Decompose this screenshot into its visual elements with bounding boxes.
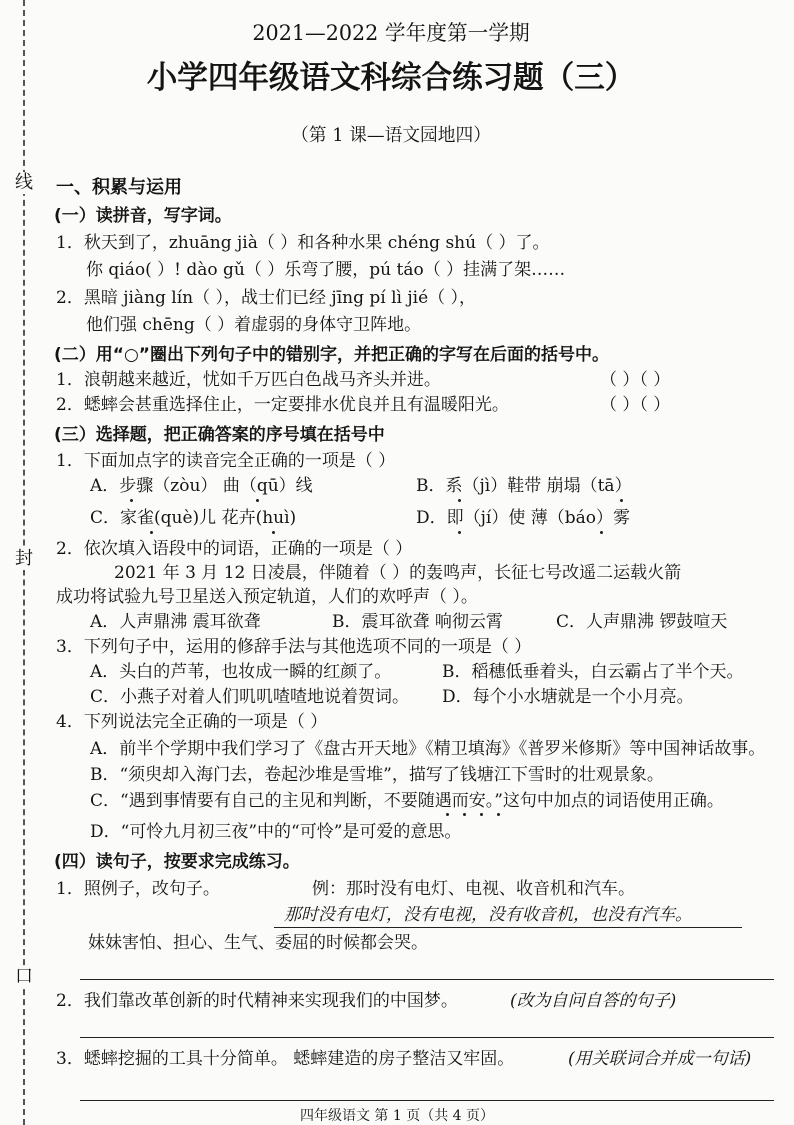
sub3-q3-option-b: B．稻穗低垂着头，白云霸占了半个天。 <box>442 662 744 682</box>
sub1-q2-line2: 他们强 chēng（ ）着虚弱的身体守卫阵地。 <box>86 315 422 335</box>
emphasis-dot <box>150 531 153 534</box>
lesson-subtitle: （第 1 课—语文园地四） <box>291 125 491 146</box>
sub1-q1-line2: 你 qiáo( ）! dào gǔ（ ）乐弯了腰，pú táo（ ）挂满了架…… <box>86 260 566 280</box>
answer-line-2[interactable] <box>80 1037 774 1038</box>
sub4-q3-instruction: (用关联词合并成一句话) <box>568 1049 752 1069</box>
sub3-q2-option-b: B．震耳欲聋 响彻云霄 <box>332 612 503 632</box>
sub1-q2-line1: 2．黑暗 jiàng lín（ ），战士们已经 jīng pí lì jié（ ）， <box>56 288 477 308</box>
sub3-q3-option-d: D．每个小水塘就是一个小月亮。 <box>442 687 694 707</box>
sub3-q1-stem: 1．下面加点字的读音完全正确的一项是（ ） <box>56 451 396 471</box>
sub3-q1-option-d: D．即（jí）使 薄（báo）雾 <box>416 508 630 528</box>
sub4-q2-instruction: (改为自问自答的句子) <box>510 991 677 1011</box>
part-one-heading: 一、积累与运用 <box>56 177 182 198</box>
margin-label-line: 线 <box>10 172 38 194</box>
emphasis-dot <box>256 499 259 502</box>
page-title: 小学四年级语文科综合练习题（三） <box>146 60 636 96</box>
sub4-q1-example-answer: 那时没有电灯，没有电视，没有收音机，也没有汽车。 <box>284 905 692 925</box>
emphasis-dot <box>130 499 133 502</box>
emphasis-dot <box>497 813 500 816</box>
sub2-q1: 1．浪朝越来越近，忧如千万匹白色战马齐头并进。 <box>56 370 441 390</box>
sub3-q3-option-a: A．头白的芦苇，也妆成一瞬的红颜了。 <box>90 662 392 682</box>
sub4-q3: 3．蟋蟀挖掘的工具十分简单。 蟋蟀建造的房子整洁又牢固。 <box>56 1049 515 1069</box>
sub2-q1-brackets[interactable]: （ ）（ ） <box>600 370 671 390</box>
sub4-q1-example: 例：那时没有电灯、电视、收音机和汽车。 <box>312 879 635 899</box>
page-footer: 四年级语文 第 1 页（共 4 页） <box>299 1108 495 1124</box>
answer-line-3[interactable] <box>80 1100 774 1101</box>
sub4-q2: 2．我们靠改革创新的时代精神来实现我们的中国梦。 <box>56 991 458 1011</box>
sub4-q1-sentence: 妹妹害怕、担心、生气、委屈的时候都会哭。 <box>88 933 428 953</box>
sub3-q2-option-a: A．人声鼎沸 震耳欲聋 <box>90 612 261 632</box>
answer-line-1[interactable] <box>80 979 774 980</box>
sub4-heading: (四）读句子，按要求完成练习。 <box>54 852 300 872</box>
emphasis-dot <box>600 531 603 534</box>
sub3-q4-stem: 4．下列说法完全正确的一项是（ ） <box>56 712 328 732</box>
sub3-q2-passage-1: 2021 年 3 月 12 日凌晨，伴随着（ ）的轰鸣声，长征七号改遥二运载火箭 <box>114 563 682 583</box>
sub3-q4-option-b: B．“须臾却入海门去，卷起沙堆是雪堆”，描写了钱塘江下雪时的壮观景象。 <box>90 765 664 785</box>
emphasis-dot <box>458 499 461 502</box>
emphasis-dot <box>458 531 461 534</box>
sub3-heading: (三）选择题，把正确答案的序号填在括号中 <box>54 425 385 445</box>
sub3-q1-option-a: A．步骤（zòu） 曲（qū）线 <box>90 476 313 496</box>
sub1-heading: (一）读拼音，写字词。 <box>54 206 232 226</box>
sub3-q3-stem: 3．下列句子中，运用的修辞手法与其他选项不同的一项是（ ） <box>56 637 532 657</box>
sub2-heading: (二）用“○”圈出下列句子中的错别字，并把正确的字写在后面的括号中。 <box>54 345 609 365</box>
example-answer-line <box>274 927 742 928</box>
sub3-q4-option-d: D．“可怜九月初三夜”中的“可怜”是可爱的意思。 <box>90 822 462 842</box>
sub1-q1-line1: 1．秋天到了，zhuāng jià（ ）和各种水果 chéng shú（ ）了。 <box>56 233 550 253</box>
sub4-q1-stem: 1．照例子，改句子。 <box>56 879 220 899</box>
sub3-q1-option-c: C．家雀(què)儿 花卉(huì) <box>90 508 297 528</box>
sub3-q3-option-c: C．小燕子对着人们叽叽喳喳地说着贺词。 <box>90 687 410 707</box>
margin-label-close: 口 <box>10 966 38 988</box>
emphasis-dot <box>446 813 449 816</box>
emphasis-dot <box>272 531 275 534</box>
sub2-q2: 2．蟋蟀会甚重选择住止，一定要排水优良并且有温暖阳光。 <box>56 395 509 415</box>
margin-label-seal: 封 <box>10 548 38 570</box>
sub3-q4-option-c: C．“遇到事情要有自己的主见和判断，不要随遇而安。”这句中加点的词语使用正确。 <box>90 791 724 811</box>
sub3-q2-option-c: C．人声鼎沸 锣鼓喧天 <box>556 612 728 632</box>
sub3-q2-passage-2: 成功将试验九号卫星送入预定轨道，人们的欢呼声（ ）。 <box>56 587 478 607</box>
emphasis-dot <box>480 813 483 816</box>
emphasis-dot <box>620 499 623 502</box>
sub3-q1-option-b: B．系（jì）鞋带 崩塌（tā） <box>416 476 632 496</box>
term-heading: 2021—2022 学年度第一学期 <box>252 21 530 45</box>
sub3-q2-stem: 2．依次填入语段中的词语，正确的一项是（ ） <box>56 539 413 559</box>
sub3-q4-option-a: A．前半个学期中我们学习了《盘古开天地》《精卫填海》《普罗米修斯》等中国神话故事。 <box>90 739 766 759</box>
sub2-q2-brackets[interactable]: （ ）（ ） <box>600 395 671 415</box>
emphasis-dot <box>463 813 466 816</box>
